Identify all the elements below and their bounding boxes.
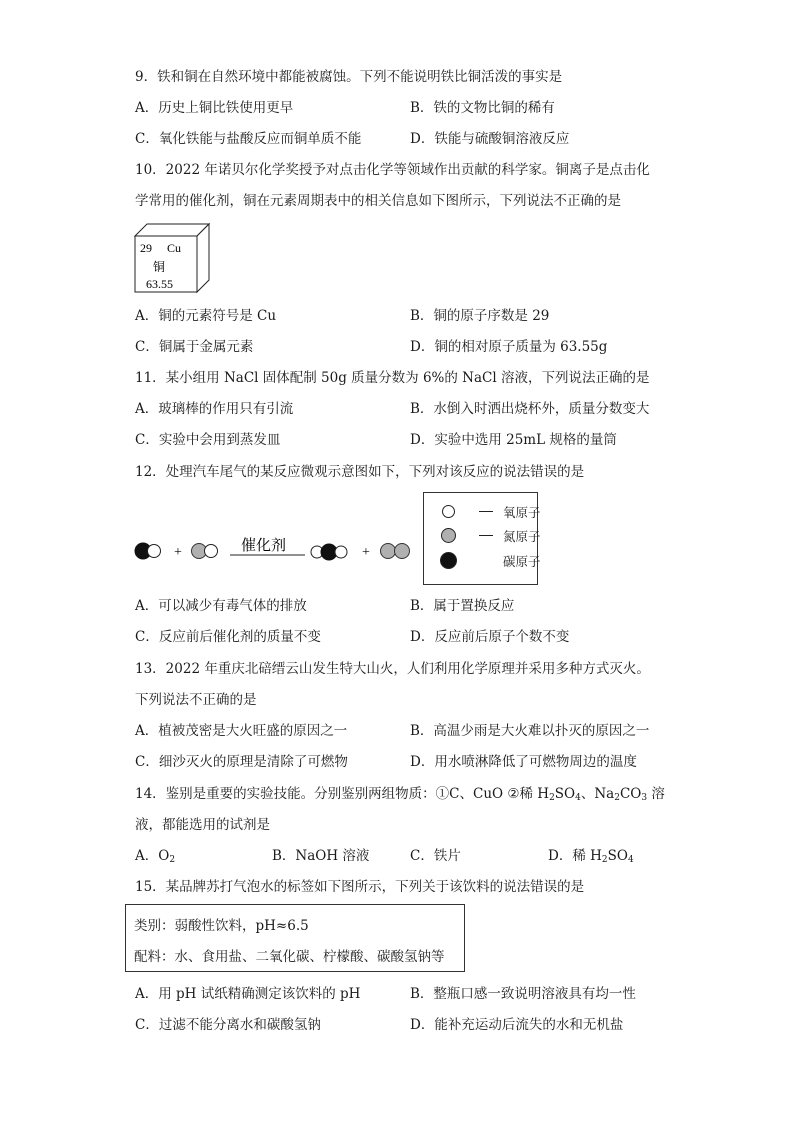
q11-option-b: B．水倒入时洒出烧杯外，质量分数变大 [410,401,650,417]
subscript: 4 [627,855,634,865]
subscript: 4 [575,793,581,803]
q14-stem-text: 溶 [647,786,665,802]
q14-option-d-text: D．稀 H [548,848,602,864]
q10-option-d: D．铜的相对原子质量为 63.55g [410,339,608,355]
subscript: 2 [549,793,555,803]
q12-option-a: A．可以减少有毒气体的排放 [135,598,307,614]
reactant-no-molecule [192,544,218,559]
element-cube-figure [133,222,213,294]
q14-stem-text: CO [619,786,642,802]
legend-carbon-label: 碳原子 [503,554,541,569]
legend-dash [479,535,493,536]
q13-stem-line1: 13．2022 年重庆北碚缙云山发生特大山火，人们利用化学原理并采用多种方式灭火。 [135,661,650,677]
drink-label-ingredients: 配料：水、食用盐、二氧化碳、柠檬酸、碳酸氢钠等 [134,949,445,965]
q15-option-a: A．用 pH 试纸精确测定该饮料的 pH [135,986,361,1002]
q14-option-b: B．NaOH 溶液 [272,848,370,864]
q10-stem-line2: 学常用的催化剂，铜在元素周期表中的相关信息如下图所示，下列说法不正确的是 [135,193,621,209]
element-symbol: Cu [167,241,182,255]
q11-option-a: A．玻璃棒的作用只有引流 [135,401,294,417]
q14-stem-text: 、Na [580,786,615,802]
q14-option-c: C．铁片 [410,848,461,864]
q14-stem-text: SO [554,786,576,802]
legend-nitrogen-label: 氮原子 [503,529,541,544]
q12-option-d: D．反应前后原子个数不变 [410,629,570,645]
q9-option-b: B．铁的文物比铜的稀有 [410,100,555,116]
q14-option-d [548,847,634,865]
q13-option-a: A．植被茂密是大火旺盛的原因之一 [135,723,348,739]
q11-option-d: D．实验中选用 25mL 规格的量筒 [410,432,617,448]
plus-sign-2: + [362,545,370,560]
oxygen-atom-icon [442,505,455,518]
subscript: 3 [641,793,648,803]
q12-stem: 12．处理汽车尾气的某反应微观示意图如下，下列对该反应的说法错误的是 [135,464,585,480]
q13-option-b: B．高温少雨是大火难以扑灭的原因之一 [410,723,650,739]
q14-stem-text: 14．鉴别是重要的实验技能。分别鉴别两组物质：①C、CuO ②稀 H [135,786,550,802]
q12-option-c: C．反应前后催化剂的质量不变 [135,629,321,645]
q13-stem-line2: 下列说法不正确的是 [135,692,257,708]
reactant-co-molecule [135,543,161,559]
q10-option-b: B．铜的原子序数是 29 [410,308,550,324]
drink-label-category: 类别：弱酸性饮料，pH≈6.5 [134,918,309,934]
element-cell-copper [133,222,213,298]
q15-option-b: B．整瓶口感一致说明溶液具有均一性 [410,986,636,1002]
element-mass: 63.55 [146,277,173,291]
nitrogen-atom-icon [441,528,456,543]
subscript: 2 [601,855,608,865]
q15-option-d: D．能补充运动后流失的水和无机盐 [410,1017,624,1033]
q9-option-d: D．铁能与硫酸铜溶液反应 [410,131,570,147]
q10-stem-line1: 10．2022 年诺贝尔化学奖授予对点击化学等领域作出贡献的科学家。铜离子是点击化 [135,162,650,178]
q14-option-a-text: A．O [135,848,170,864]
drink-label-box [125,904,465,972]
atom-legend [423,492,541,585]
q15-option-c: C．过滤不能分离水和碳酸氢钠 [135,1017,321,1033]
q10-option-a: A．铜的元素符号是 Cu [135,308,277,324]
q9-option-a: A．历史上铜比铁使用更早 [135,100,294,116]
legend-dash [479,511,493,512]
product-n2-molecule [381,544,410,559]
q14-stem-line2: 液，都能选用的试剂是 [135,817,270,833]
product-co2-molecule [311,544,347,560]
q11-option-c: C．实验中会用到蒸发皿 [135,432,281,448]
q12-option-b: B．属于置换反应 [410,598,515,614]
subscript: 2 [614,793,620,803]
q11-stem: 11．某小组用 NaCl 固体配制 50g 质量分数为 6%的 NaCl 溶液，下列说法正确的是 [135,370,650,386]
q9-stem: 9．铁和铜在自然环境中都能被腐蚀。下列不能说明铁比铜活泼的事实是 [135,69,563,85]
catalyst-label: 催化剂 [241,536,287,554]
subscript: 2 [169,855,176,865]
reaction-diagram [130,530,415,570]
q14-option-d-text: SO [607,848,628,864]
legend-oxygen-label: 氧原子 [503,505,541,520]
carbon-atom-icon [440,552,457,569]
q15-stem: 15．某品牌苏打气泡水的标签如下图所示，下列关于该饮料的说法错误的是 [135,879,585,895]
q10-option-c: C．铜属于金属元素 [135,339,254,355]
plus-sign-1: + [174,545,182,560]
q13-option-d: D．用水喷淋降低了可燃物周边的温度 [410,754,637,770]
element-name: 铜 [153,260,166,274]
q9-option-c: C．氧化铁能与盐酸反应而铜单质不能 [135,131,362,147]
q14-option-a [135,847,175,865]
q13-option-c: C．细沙灭火的原理是清除了可燃物 [135,754,348,770]
element-number: 29 [140,241,152,255]
q14-stem-line1 [135,785,665,803]
